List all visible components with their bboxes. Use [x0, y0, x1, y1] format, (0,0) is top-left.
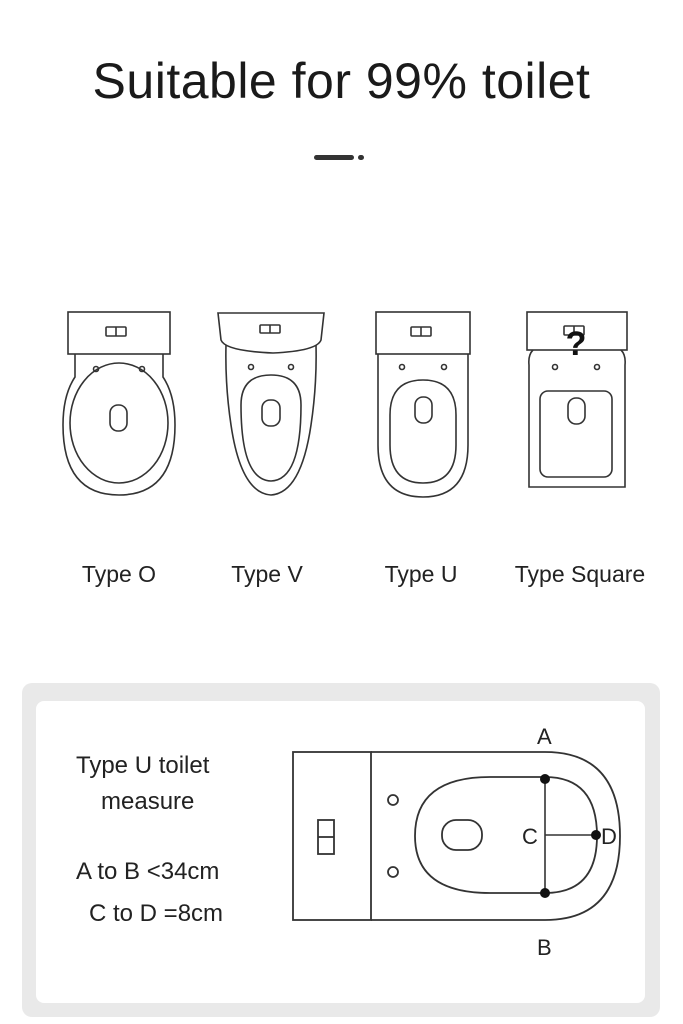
type-v-toilet-icon	[213, 305, 331, 500]
type-v-label: Type V	[231, 561, 303, 587]
type-square-toilet-icon	[522, 305, 632, 500]
label-a: A	[537, 724, 552, 749]
page-title: Suitable for 99% toilet	[92, 53, 591, 109]
measure-title-line2: measure	[101, 788, 195, 815]
type-u-toilet-icon	[368, 305, 478, 500]
title-divider-dot	[358, 155, 364, 160]
measure-ab: A to B <34cm	[76, 858, 220, 885]
type-o-toilet-icon	[60, 305, 178, 500]
type-square-label: Type Square	[514, 561, 646, 587]
label-b: B	[537, 935, 552, 960]
title-divider	[314, 155, 354, 160]
measure-title-line1: Type U toilet	[76, 752, 210, 779]
type-u-measure-diagram	[285, 720, 635, 930]
type-u-label: Type U	[384, 561, 458, 587]
measure-cd: C to D =8cm	[89, 900, 224, 927]
question-mark: ?	[565, 325, 587, 363]
type-o-label: Type O	[81, 561, 157, 587]
label-c: C	[522, 824, 538, 849]
label-d: D	[601, 824, 617, 849]
